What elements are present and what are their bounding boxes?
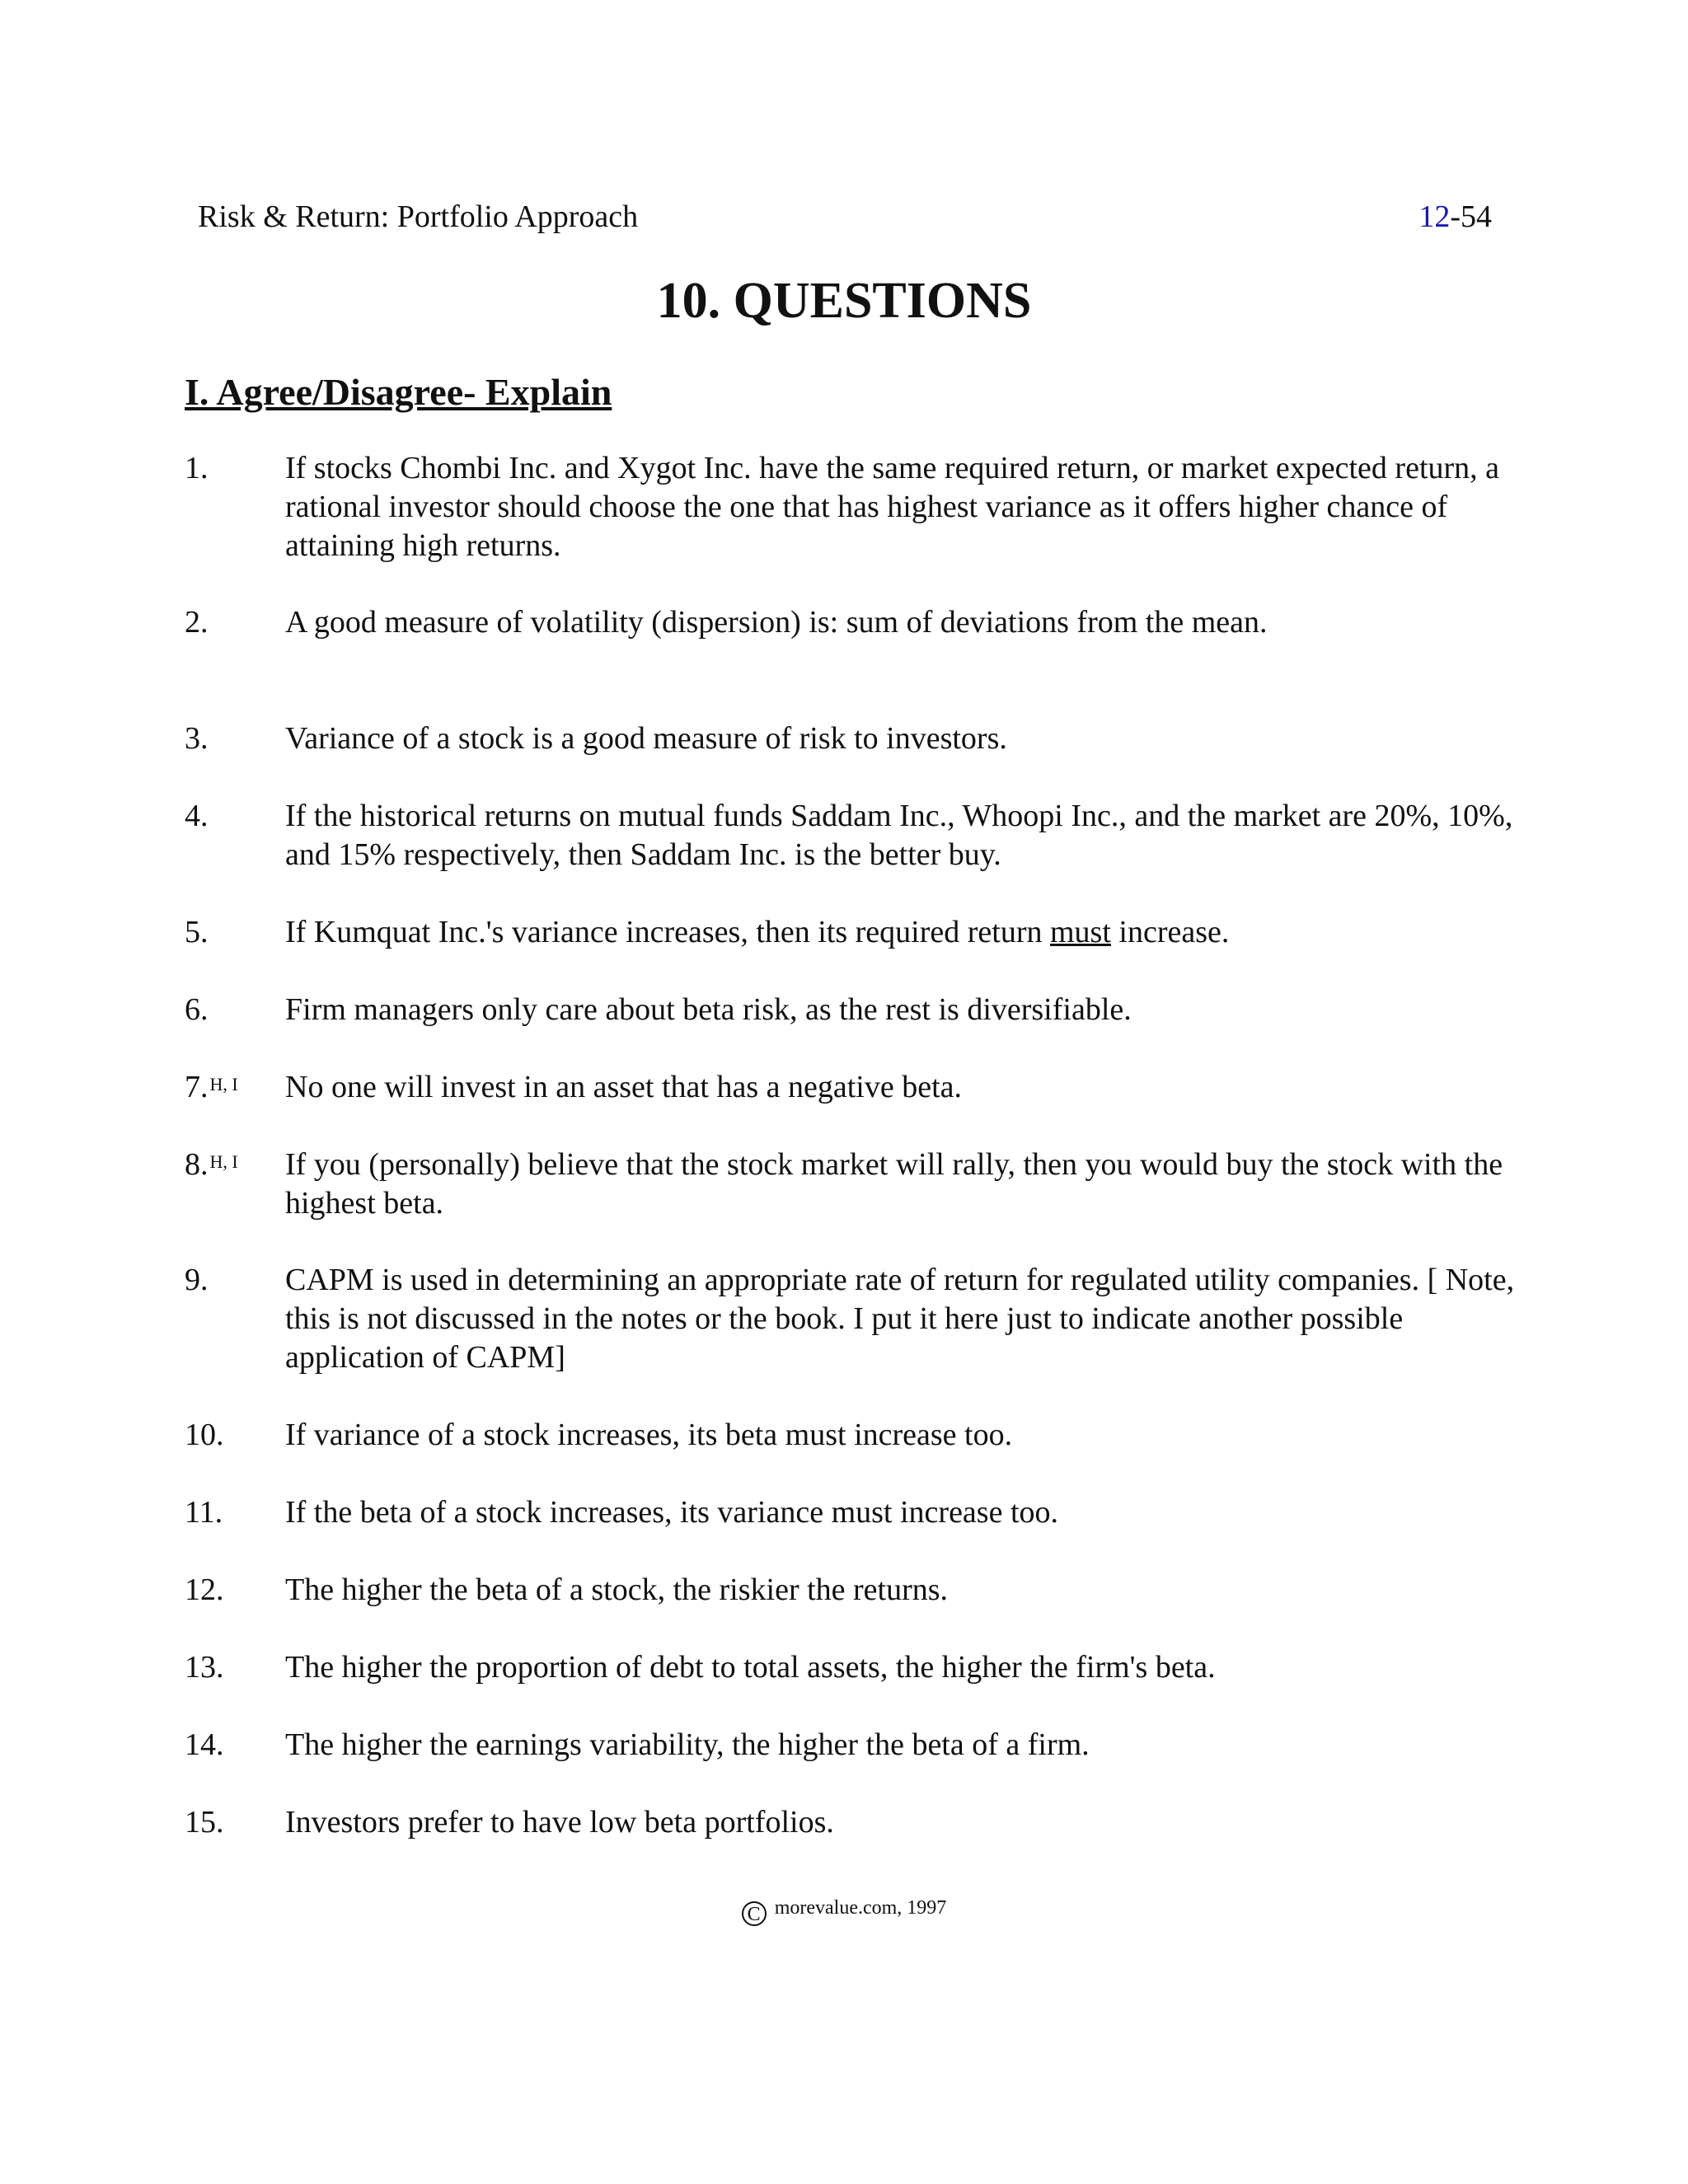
- question-text-part: increase.: [1110, 915, 1230, 949]
- question-number: [185, 1146, 275, 1184]
- question-number: 13.: [185, 1650, 224, 1685]
- page-number: [1418, 196, 1492, 237]
- copyright-icon: [742, 1901, 767, 1926]
- question-text: If you (personally) believe that the stock market will rally, then you would buy the stock with the highest beta.: [285, 1147, 1503, 1221]
- question-text: Firm managers only care about beta risk, as the rest is diversifiable.: [285, 992, 1132, 1027]
- question-number-value: 8.: [185, 1147, 209, 1182]
- running-header-title: Risk & Return: Portfolio Approach: [198, 199, 639, 234]
- question-text: The higher the proportion of debt to total assets, the higher the firm's beta.: [285, 1650, 1216, 1685]
- page-number-suffix: -54: [1450, 199, 1492, 234]
- question-text: If the beta of a stock increases, its variance must increase too.: [285, 1495, 1059, 1530]
- question-text: The higher the earnings variability, the higher the beta of a firm.: [285, 1727, 1090, 1762]
- question-number-value: 7.: [185, 1070, 209, 1104]
- question-text: If variance of a stock increases, its beta must increase too.: [285, 1418, 1013, 1452]
- question-text: CAPM is used in determining an appropriate rate of return for regulated utility companies. [ Note, this is not discussed in the notes or the book. I put it here just to indicate another possible application of CAPM]: [285, 1263, 1515, 1375]
- question-number: 11.: [185, 1495, 223, 1530]
- question-text: No one will invest in an asset that has a negative beta.: [285, 1070, 962, 1104]
- footer-text: morevalue.com, 1997: [774, 1897, 947, 1919]
- question-text: A good measure of volatility (dispersion) is: sum of deviations from the mean.: [285, 605, 1268, 640]
- question-number: 4.: [185, 799, 209, 833]
- question-text: The higher the beta of a stock, the riskier the returns.: [285, 1572, 949, 1607]
- question-number: 10.: [185, 1418, 224, 1452]
- emphasis-underlined: must: [1049, 915, 1111, 949]
- difficulty-marker: H, I: [209, 1151, 238, 1172]
- page-title: 10. QUESTIONS: [656, 273, 1032, 329]
- page-footer: [0, 1896, 1688, 1926]
- question-text: [285, 913, 1522, 952]
- chapter-number: 12: [1418, 199, 1451, 234]
- copyright-symbol: C: [747, 1904, 761, 1926]
- question-number: [185, 1068, 275, 1107]
- question-number: 6.: [185, 992, 209, 1027]
- section-heading: I. Agree/Disagree- Explain: [185, 371, 612, 413]
- running-header: [198, 196, 1492, 237]
- question-number: 12.: [185, 1572, 224, 1607]
- difficulty-marker: H, I: [209, 1074, 238, 1094]
- question-text-part: If Kumquat Inc.'s variance increases, then its required return: [285, 915, 1050, 949]
- question-text: If stocks Chombi Inc. and Xygot Inc. have the same required return, or market expected return, a rational investor should choose the one that has highest variance as it offers higher chance of attaining high returns.: [285, 451, 1500, 563]
- question-text: If the historical returns on mutual funds Saddam Inc., Whoopi Inc., and the market are 20%, 10%, and 15% respectively, then Saddam Inc. is the better buy.: [285, 799, 1513, 872]
- question-number: 2.: [185, 605, 209, 640]
- question-number: 1.: [185, 451, 209, 485]
- question-text: Investors prefer to have low beta portfolios.: [285, 1805, 834, 1840]
- question-number: 15.: [185, 1805, 224, 1840]
- question-number: 3.: [185, 721, 209, 756]
- question-number: 14.: [185, 1727, 224, 1762]
- question-text: Variance of a stock is a good measure of risk to investors.: [285, 721, 1007, 756]
- question-number: 9.: [185, 1263, 209, 1297]
- question-number: 5.: [185, 915, 209, 949]
